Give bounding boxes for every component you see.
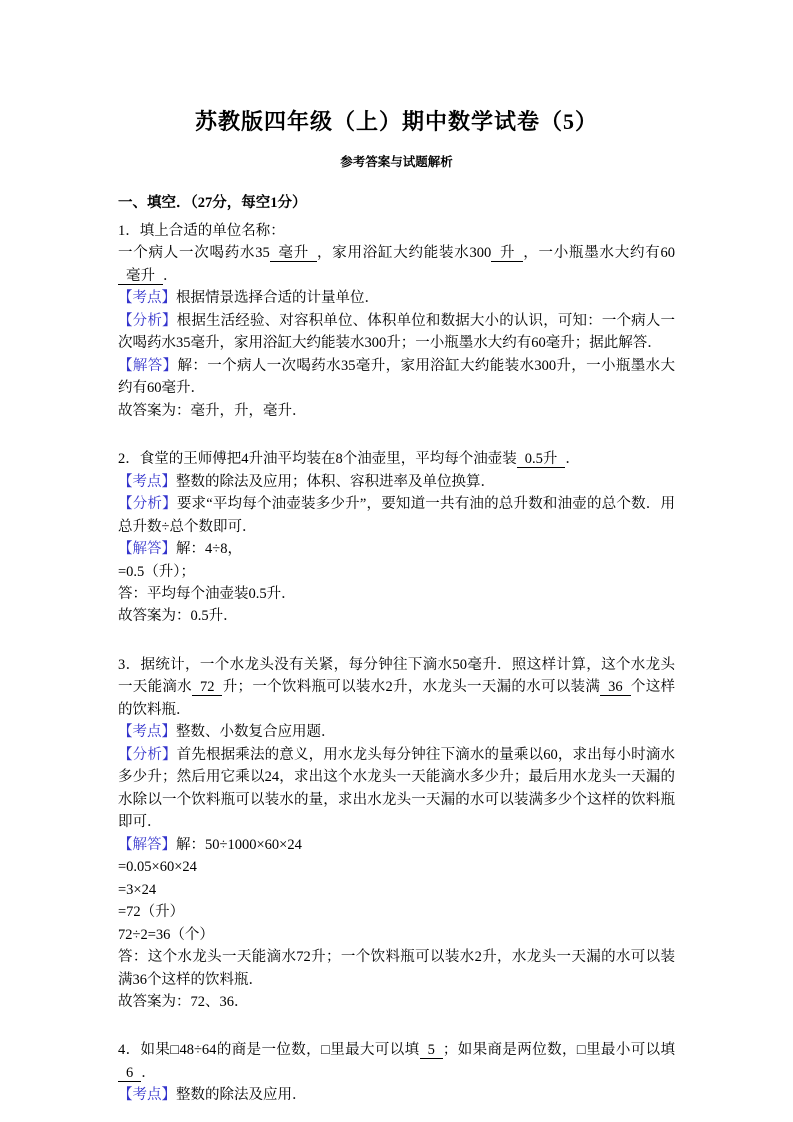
answer-section-label: 【分析】 (118, 496, 177, 513)
text-run: =3×24 (118, 881, 157, 898)
text-run: =0.5（升）； (118, 563, 196, 580)
paragraph (118, 242, 675, 287)
paragraph (118, 561, 675, 583)
answer-section-label: 【分析】 (118, 746, 177, 763)
answer-section-label: 【分析】 (118, 312, 177, 329)
answer-blank: 毫升 (270, 245, 317, 262)
questions (118, 220, 675, 1107)
paragraph (118, 744, 675, 834)
answer-blank: 0.5升 (517, 451, 566, 468)
text-run: 要求“平均每个油壶装多少升”，要知道一共有油的总升数和油壶的总个数．用总升数÷总个数即可． (118, 496, 676, 535)
text-run: 答：这个水龙头一天能滴水72升；一个饮料瓶可以装水2升，水龙头一天漏的水可以装满36个这样的饮料瓶． (118, 949, 675, 988)
text-run: 整数的除法及应用． (176, 1087, 307, 1104)
question-block-2 (118, 448, 675, 628)
text-run: 整数的除法及应用；体积、容积进率及单位换算． (176, 473, 495, 490)
paragraph (118, 946, 675, 991)
paragraph (118, 605, 675, 627)
text-run: ；如果商是两位数，□里最小可以填 (442, 1042, 675, 1059)
paragraph (118, 538, 675, 560)
answer-blank: 72 (192, 679, 223, 696)
answer-blank: 毫升 (118, 268, 163, 285)
answer-blank: 升 (491, 245, 523, 262)
answer-blank: 5 (420, 1042, 443, 1059)
text-run: 答：平均每个油壶装0.5升． (118, 586, 296, 602)
text-run: 1．填上合适的单位名称： (118, 222, 285, 239)
paragraph (118, 287, 675, 309)
answer-section-label: 【考点】 (118, 1087, 176, 1104)
paragraph (118, 654, 675, 721)
text-run: 根据情景选择合适的计量单位． (176, 290, 379, 307)
paragraph (118, 493, 675, 538)
text-run: 首先根据乘法的意义，用水龙头每分钟往下滴水的量乘以60，求出每小时滴水多少升；然后用它乘以24，求出这个水龙头一天能滴水多少升；最后用水龙头一天漏的水除以一个饮料瓶可以装水的量，求出水龙头一天漏的水可以装满多少个这样的饮料瓶即可． (118, 746, 676, 831)
answer-blank: 6 (118, 1065, 141, 1082)
answer-section-label: 【考点】 (118, 290, 176, 307)
text-run: ． (163, 267, 178, 284)
answer-section-label: 【解答】 (118, 836, 176, 853)
answer-blank: 36 (600, 679, 631, 696)
paragraph (118, 721, 675, 743)
text-run: 3．据统计，一个水龙头没有关紧，每分钟往下滴水50毫升．照这样计算，这个水龙头一天能滴水 (118, 656, 675, 696)
text-run: 故答案为：毫升，升，毫升． (118, 402, 307, 419)
paragraph (118, 355, 675, 400)
text-run: ，家用浴缸大约能装水300 (317, 245, 492, 262)
paragraph (118, 924, 675, 946)
paragraph (118, 448, 675, 470)
text-run: 一个病人一次喝药水35 (118, 245, 270, 262)
text-run: 2．食堂的王师傅把4升油平均装在8个油壶里，平均每个油壶装 (118, 451, 517, 468)
text-run: ． (141, 1064, 156, 1081)
paragraph (118, 1084, 675, 1106)
paragraph (118, 583, 675, 605)
text-run: 故答案为：0.5升． (118, 608, 238, 625)
paragraph (118, 220, 675, 242)
text-run: 72÷2=36（个） (118, 926, 214, 943)
paragraph (118, 1039, 675, 1084)
paragraph (118, 310, 675, 355)
text-run: ． (565, 451, 580, 468)
question-block-3 (118, 654, 675, 1014)
question-block-1 (118, 220, 675, 422)
text-run: 解：50÷1000×60×24 (176, 836, 302, 853)
paragraph (118, 856, 675, 878)
paragraph (118, 901, 675, 923)
text-run: 解：一个病人一次喝药水35毫升，家用浴缸大约能装水300升，一小瓶墨水大约有60毫升． (118, 357, 676, 397)
paragraph (118, 834, 675, 856)
answer-section-label: 【考点】 (118, 724, 176, 741)
text-run: 整数、小数复合应用题． (176, 724, 336, 741)
page-subtitle: 参考答案与试题解析 (340, 154, 453, 169)
answer-section-label: 【考点】 (118, 473, 176, 490)
paragraph (118, 991, 675, 1013)
text-run: 故答案为：72、36． (118, 993, 249, 1010)
text-run: ，一小瓶墨水大约有60 (523, 245, 675, 262)
page-title: 苏教版四年级（上）期中数学试卷（5） (194, 109, 598, 134)
section-heading: 一、填空．（27分，每空1分） (118, 194, 307, 211)
paragraph (118, 400, 675, 422)
text-run: 升；一个饮料瓶可以装水2升，水龙头一天漏的水可以装满 (222, 679, 601, 696)
text-run: 解：4÷8， (176, 541, 242, 558)
question-block-4 (118, 1039, 675, 1106)
text-run: 个这样的饮料瓶． (118, 679, 676, 718)
paragraph (118, 879, 675, 901)
text-run: =72（升） (118, 904, 185, 921)
paragraph (118, 471, 675, 493)
text-run: 4．如果□48÷64的商是一位数，□里最大可以填 (118, 1042, 420, 1059)
text-run: 根据生活经验、对容积单位、体积单位和数据大小的认识，可知：一个病人一次喝药水35毫升，家用浴缸大约能装水300升；一小瓶墨水大约有60毫升；据此解答． (118, 312, 676, 352)
answer-section-label: 【解答】 (118, 357, 178, 374)
text-run: =0.05×60×24 (118, 859, 197, 876)
answer-section-label: 【解答】 (118, 541, 176, 558)
